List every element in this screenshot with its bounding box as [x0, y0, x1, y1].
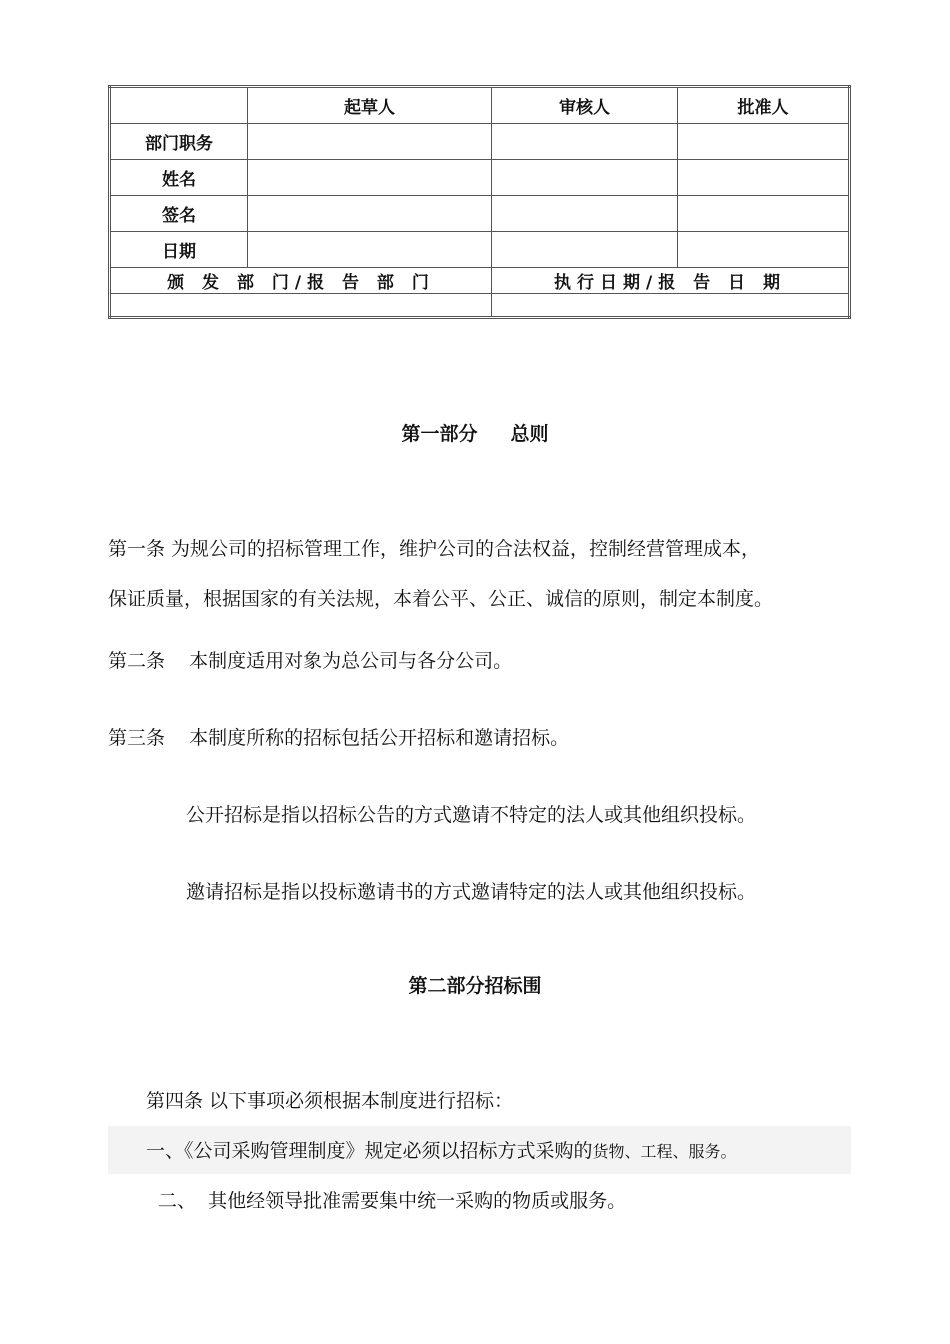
cell-drafter-position: [248, 124, 492, 160]
row-label-position: 部门职务: [110, 124, 248, 160]
article4: 第四条 以下事项必须根据本制度进行招标：: [146, 1090, 514, 1112]
signoff-row-date: [110, 232, 850, 268]
item1: [140, 1138, 737, 1165]
signoff-row-position: [110, 124, 850, 160]
part1-title: 第一部分 总则: [401, 423, 549, 445]
invite-bid-definition: 邀请招标是指以投标邀请书的方式邀请特定的法人或其他组织投标。: [186, 881, 757, 903]
issue-dept-label: 颁 发 部 门/报 告 部 门: [110, 268, 492, 294]
cell-reviewer-date: [492, 232, 678, 268]
exec-date-label: 执行日期/报 告 日 期: [492, 268, 850, 294]
part2-title: 第二部分招标围: [408, 975, 542, 997]
open-bid-definition: 公开招标是指以招标公告的方式邀请不特定的法人或其他组织投标。: [186, 804, 757, 826]
cell-reviewer-position: [492, 124, 678, 160]
signoff-row-signature: [110, 196, 850, 232]
article1-line1: 第一条 为规公司的招标管理工作，维护公司的合法权益，控制经营管理成本，: [108, 538, 761, 560]
cell-approver-position: [678, 124, 850, 160]
cell-reviewer-name: [492, 160, 678, 196]
row-label-date: 日期: [110, 232, 248, 268]
item1-main: 一、《公司采购管理制度》规定必须以招标方式采购的: [140, 1140, 593, 1162]
signoff-row-name: [110, 160, 850, 196]
cell-approver-signature: [678, 196, 850, 232]
cell-drafter-signature: [248, 196, 492, 232]
cell-approver-name: [678, 160, 850, 196]
issue-dept-value: [110, 294, 492, 318]
row-label-name: 姓名: [110, 160, 248, 196]
cell-drafter-date: [248, 232, 492, 268]
signoff-row-issue: [110, 268, 850, 294]
signoff-header-row: [110, 87, 850, 124]
article2: 第二条 本制度适用对象为总公司与各分公司。: [108, 650, 513, 672]
reviewer-header: 审核人: [492, 87, 678, 124]
signoff-table: [108, 85, 851, 319]
cell-reviewer-signature: [492, 196, 678, 232]
signoff-header-blank: [110, 87, 248, 124]
approver-header: 批准人: [678, 87, 850, 124]
item1-tail: 货物、工程、服务。: [592, 1142, 737, 1161]
cell-drafter-name: [248, 160, 492, 196]
drafter-header: 起草人: [248, 87, 492, 124]
signoff-row-issue-values: [110, 294, 850, 318]
row-label-signature: 签名: [110, 196, 248, 232]
exec-date-value: [492, 294, 850, 318]
item2: 二、 其他经领导批准需要集中统一采购的物质或服务。: [158, 1190, 627, 1212]
article1-line2: 保证质量，根据国家的有关法规，本着公平、公正、诚信的原则，制定本制度。: [108, 588, 774, 610]
article3: 第三条 本制度所称的招标包括公开招标和邀请招标。: [108, 727, 570, 749]
cell-approver-date: [678, 232, 850, 268]
